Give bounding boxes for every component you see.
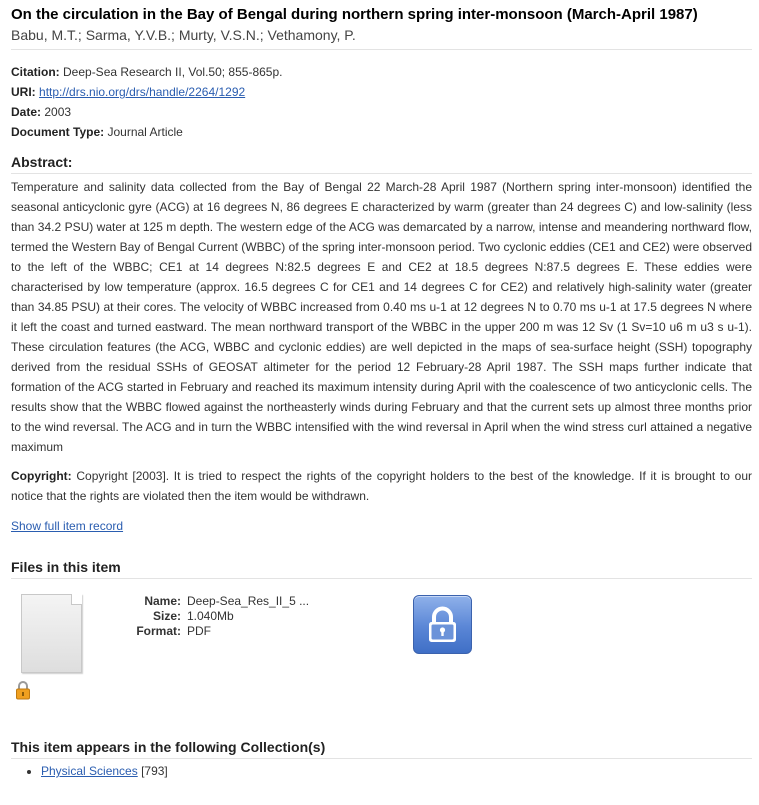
restricted-lock-icon[interactable] bbox=[413, 595, 472, 654]
copyright-label: Copyright: bbox=[11, 469, 72, 483]
file-format-label: Format: bbox=[136, 624, 181, 638]
document-thumbnail-icon[interactable] bbox=[21, 594, 82, 673]
abstract-heading: Abstract: bbox=[11, 153, 752, 174]
date-value: 2003 bbox=[44, 105, 72, 119]
file-name-value: Deep-Sea_Res_II_5 ... bbox=[187, 594, 310, 608]
citation-label: Citation: bbox=[11, 65, 60, 79]
citation-row bbox=[11, 62, 752, 82]
file-name-label: Name: bbox=[144, 594, 181, 608]
abstract-text: Temperature and salinity data collected from the Bay of Bengal 22 March-28 April 1987 (Northern spring inter-monsoon) identified the seasonal anticyclonic gyre (ACG) at 16 degrees N, 86 degrees E characterized by warm (greater than 24 degrees C) and low-salinity (less than 34.2 PSU) water at 125 m depth. The western edge of the ACG was demarcated by a narrow, intense and meandering northward flow, termed the Western Bay of Bengal Current (WBBC) of the spring inter-monsoon period. Two cyclonic eddies (CE1 and CE2) were observed to the left of the WBBC; CE1 at 14 degrees N:82.5 degrees E and CE2 at 18.5 degrees N:87.5 degrees E. These eddies were characterised by low temperature (approx. 16.5 degrees C for CE1 and 14 degrees C for CE2) and relatively high-salinity water (greater than 34.85 PSU) at their cores. The velocity of WBBC increased from 0.40 ms u-1 at 12 degrees N to 0.70 ms u-1 at 17.5 degrees N where it left the coast and turned eastward. The mean northward transport of the WBBC in the upper 200 m was 12 Sv (1 Sv=10 u6 m u3 s u-1). These circulation features (the ACG, WBBC and cyclonic eddies) are well depicted in the maps of sea-surface height (SSH) topography derived from the residual SSHs of GEOSAT altimeter for the period 12 February-28 April 1987. The SSH maps further indicate that formation of the ACG started in February and reached its maximum intensity during April with the coalescence of two anticyclonic cells. The results show that the WBBC flowed against the northeasterly winds during February and that the current sets up almost three months prior to the wind reversal. The ACG and in turn the WBBC intensified with the wind reversal in April when the wind stress curl attained a negative maximum bbox=[11, 180, 752, 454]
citation-value: Deep-Sea Research II, Vol.50; 855-865p. bbox=[63, 65, 283, 79]
uri-row bbox=[11, 82, 752, 102]
collection-link-physical-sciences[interactable]: Physical Sciences bbox=[41, 764, 138, 778]
files-heading: Files in this item bbox=[11, 558, 752, 579]
collections-heading: This item appears in the following Collection(s) bbox=[11, 738, 752, 759]
item-authors: Babu, M.T.; Sarma, Y.V.B.; Murty, V.S.N.; Vethamony, P. bbox=[11, 26, 752, 50]
item-view bbox=[11, 5, 752, 781]
copyright-block bbox=[11, 466, 752, 506]
file-size-label: Size: bbox=[152, 609, 181, 623]
file-name-row bbox=[121, 594, 341, 609]
file-row bbox=[11, 579, 752, 709]
uri-label: URI: bbox=[11, 85, 36, 99]
item-metadata bbox=[11, 62, 752, 142]
uri-link[interactable]: http://drs.nio.org/drs/handle/2264/1292 bbox=[39, 85, 246, 99]
date-row bbox=[11, 102, 752, 122]
lock-icon bbox=[15, 680, 31, 700]
date-label: Date: bbox=[11, 105, 42, 119]
collection-count: [793] bbox=[141, 764, 168, 778]
list-item bbox=[41, 761, 752, 781]
document-type-value: Journal Article bbox=[107, 125, 183, 139]
file-format-value: PDF bbox=[187, 624, 211, 638]
file-size-value: 1.040Mb bbox=[187, 609, 234, 623]
file-metadata bbox=[121, 594, 341, 639]
document-type-row bbox=[11, 122, 752, 142]
document-type-label: Document Type: bbox=[11, 125, 105, 139]
show-full-record-link[interactable]: Show full item record bbox=[11, 519, 124, 533]
file-format-row bbox=[121, 624, 341, 639]
collections-list bbox=[11, 761, 752, 781]
item-title: On the circulation in the Bay of Bengal during northern spring inter-monsoon (March-April 1987) bbox=[11, 6, 698, 23]
file-size-row bbox=[121, 609, 341, 624]
copyright-text: Copyright [2003]. It is tried to respect the rights of the copyright holders to the best of the knowledge. If it is brought to our notice that the rights are violated then the item would be withdrawn. bbox=[11, 469, 752, 503]
